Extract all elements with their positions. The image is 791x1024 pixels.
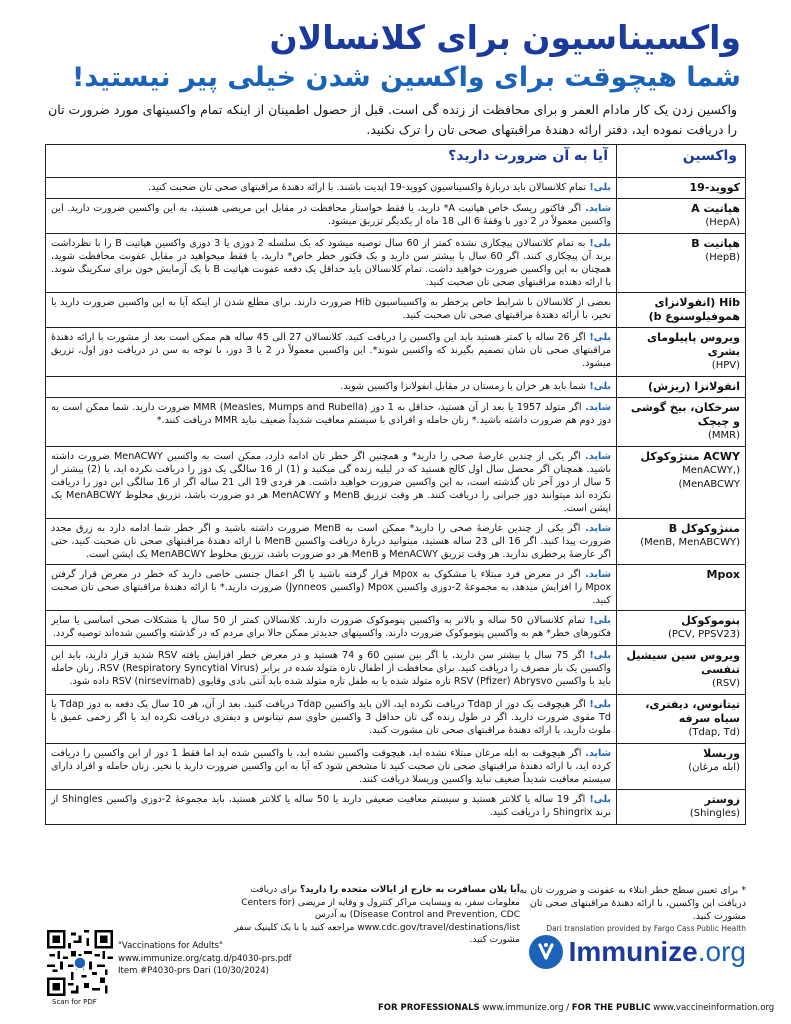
recommendation-text: اگر یکی از چندین عارضهٔ صحی را دارید* ممکن است به MenB ضرورت داشته باشید و اگر خطر شما ادامه دارد به زرق مجدد ضرورت پیدا کنید. اگر 16 الی 23 ساله هستید، میتوانید دربارهٔ دریافت واکسین MenB با ارائه دهندهٔ مراقبتهای صحی تان صحبت کنید، حتی اگر عارضهٔ پرخطری ندارید. هر وقت تزریق MenACWY و MenB هر دو ضرورت باشد، تزریق مخلوط MenABCWY یک اپشن است. <box>51 523 612 560</box>
vaccine-abbrev: (MenACWY, MenABCWY) <box>678 465 740 490</box>
logo-name: Immunize <box>568 936 698 967</box>
vaccine-name: هپاتیت A <box>691 202 740 215</box>
recommendation-text: اگر فاکتور ریسک خاص هپاتیت A* دارید، یا فقط خواستار محافظت در مقابل این مریضی هستید، به این واکسین ضرورت دارید. این واکسین معمولاً در 2 دوز با وقفهٔ 6 الی 18 ماه از یکدیگر تزریق میشود. <box>51 203 611 227</box>
recommendation-text: اگر هیچوقت یک دوز از Tdap دریافت نکرده اید، الان باید واکسین Tdap دریافت کنید. بعد از آن، هر 10 سال یک دفعه به دوز Tdap یا Td مقوی ضرورت دارید. اگر در طول زنده گی تان حداقل 3 واکسین حاوی سم تیتانوس و دیفتری دریافت نکرده اید یا اگر زخمی عمیق یا ملوث دارید، با ارائه دهندهٔ مراقبتهای صحی تان مشورت کنید. <box>51 699 611 736</box>
page-title: واکسیناسیون برای کلانسالان <box>269 18 741 57</box>
recommendation-text: اگر یکی از چندین عارضهٔ صحی را دارید* و همچنین اگر خطر تان ادامه دارد، ممکن است به واکسین MenACWY ضرورت داشته باشید. همچنان اگر محصل سال اول کالج هستید که در لیلیه زنده گی میکنید و (1) از 16 سالگی یک دوز را دریافت نکرده اید، یا (2) بیشتر از 5 سال از دوز آخر تان گذشته است، به این واکسین ضرورت خواهید داشت. هر فردی 19 الی 21 ساله اگر از 16 سالگی این دوز را دریافت نکرده اند میتوانند دوز جبرانی را دریافت کنند. هر وقت تزریق MenB و MenACWY هر دو ضرورت باشد، تزریق مخلوط MenABCWY یک اپشن است. <box>51 451 612 514</box>
recommendation-lead: شاید. <box>585 569 612 580</box>
recommendation-lead: شاید. <box>585 402 612 413</box>
vaccine-name-cell <box>617 744 746 790</box>
vaccine-name-cell <box>617 519 746 565</box>
link-separator: / <box>566 1003 572 1013</box>
logo-tld: .org <box>697 936 746 967</box>
vaccine-name: Mpox <box>706 568 740 581</box>
table-row <box>46 519 746 565</box>
col-header-need: آیا به آن ضرورت دارید؟ <box>46 145 617 178</box>
vaccine-name-cell <box>617 611 746 646</box>
recommendation-lead: بلی! <box>589 182 611 193</box>
vaccine-abbrev: (MMR) <box>707 430 740 441</box>
vaccine-name: ویروس پاپیلومای بشری <box>647 331 740 358</box>
table-row <box>46 199 746 234</box>
recommendation-text: اگر در معرض فرد مبتلاء یا مشکوک به Mpox قرار گرفته باشید یا اگر اعمال جنسی خاصی دارید که خطر در معرض قرار گرفتن Mpox را افزایش میدهد، به مجموعهٔ 2-دوزی واکسین Mpox (واکسین Jynneos) ضرورت دارید.* با ارائه دهندهٔ مراقبتهای صحی تان صحبت کنید. <box>51 569 612 606</box>
doc-url[interactable]: www.immunize.org/catg.d/p4030-prs.pdf <box>118 953 292 964</box>
travel-text: برای دریافت معلومات سفر، به ویبسایت مراکز کنترول و وقایه از مریضی (Centers for Disease Control and Prevention, CDC) به آدرس www.cdc.gov/travel/destinations/list مراجعه کنید یا با یک کلینیک سفر مشورت کنید. <box>234 885 520 945</box>
travel-note <box>230 884 520 947</box>
vaccine-name: ACWY منتژوکوکل <box>640 450 740 463</box>
vaccine-name: وریسلا <box>703 747 740 760</box>
vaccine-name-cell <box>617 790 746 825</box>
recommendation-text: شما باید هر خزان یا زمستان در مقابل انفولانزا واکسین شوید. <box>340 381 587 392</box>
immunize-logo <box>529 935 746 969</box>
col-header-vaccine: واکسین <box>617 145 746 178</box>
recommendation-cell <box>46 611 617 646</box>
vaccine-abbrev: (HepA) <box>705 217 740 228</box>
scan-label: Scan for PDF <box>52 998 97 1006</box>
recommendation-cell <box>46 519 617 565</box>
travel-question: آیا پلان مسافرت به خارج از ایالات متحده را دارید؟ <box>299 885 520 895</box>
table-row <box>46 234 746 293</box>
recommendation-text: اگر هیچوقت به ابله مرغان مبتلاء نشده اید، هیچوقت واکسین نشده اید، یا واکسین شده اید اما فقط 1 دوز از این واکسین را دریافت کرده اید، با ارائه دهندهٔ مراقبتهای صحی تان صحبت کنید تا مشخص شود که آیا به این واکسین ضرورت دارید یا نخیر. زنان حامله و افراد دارای سیستم معافیت شدیداً ضعیف نباید واکسین وریسلا دریافت کنند. <box>51 748 611 785</box>
recommendation-cell <box>46 293 617 328</box>
doc-item: Item #P4030-prs Dari (10/30/2024) <box>118 966 269 976</box>
recommendation-text: تمام کلانسالان 50 ساله و بالاتر به واکسین پنوموکوک ضرورت دارند. کلانسالان کمتر از 50 سال با مشکلات صحی اساسی یا سایر فکتورهای خطر* هم به واکسین پنوموکوک ضرورت دارند. واکسینهای جدیدتر ممکن حالا برای مردم که در گذشته واکسین شده‌اند توصیه گردد. <box>51 615 611 639</box>
recommendation-lead: شاید. <box>585 523 612 534</box>
table-row <box>46 646 746 695</box>
vaccine-name: انفولانزا (ریزش) <box>647 380 740 393</box>
for-pros-link[interactable]: www.immunize.org <box>482 1003 564 1013</box>
table-row <box>46 293 746 328</box>
table-row <box>46 377 746 398</box>
recommendation-text: اگر 26 ساله یا کمتر هستید باید این واکسین را دریافت کنید. کلانسالان 27 الی 45 ساله هم ممکن است بعد از مشورت با ارائه دهندهٔ مراقبتهای صحی تان شان تصمیم بگیرند که واکسین شوند*. این واکسین معمولاً در 2 یا 3 دوز، با توجه به سن در دریافت دوز اول، تزریق میشود. <box>51 332 611 369</box>
vaccine-abbrev: (PCV, PPSV23) <box>668 629 740 640</box>
table-row <box>46 695 746 744</box>
vaccine-name-cell <box>617 328 746 377</box>
qr-code-icon[interactable] <box>47 930 113 996</box>
table-row <box>46 178 746 199</box>
for-public-label: FOR THE PUBLIC <box>571 1003 651 1013</box>
vaccine-name: سرخکان، بیخ گوشی و چیچک <box>630 401 740 428</box>
recommendation-text: اگر 19 ساله یا کلانتر هستید و سیستم معافیت ضعیفی دارید یا 50 ساله یا کلانتر هستید، باید مجموعهٔ 2-دوزی واکسین Shingles از برند Shingrix را دریافت کنید. <box>51 794 611 818</box>
recommendation-lead: شاید. <box>585 451 611 462</box>
recommendation-lead: شاید. <box>585 203 612 214</box>
intro-paragraph: واکسین زدن یک کار مادام العمر و برای محافظت از زنده گی است. قبل از حصول اطمینان از اینکه تمام واکسینهای مورد ضرورت تان را دریافت نموده اید، دفتر ارائه دهندهٔ مراقبتهای صحی تان را ترک نکنید. <box>48 102 737 137</box>
recommendation-cell <box>46 565 617 611</box>
recommendation-lead: بلی! <box>589 332 611 343</box>
recommendation-text: تمام کلانسالان باید دربارهٔ واکسیناسیون کووید-19 اپدیت باشند. با ارائه دهندهٔ مراقبتهای صحی تان صحبت کنید. <box>148 182 587 193</box>
vaccine-name-cell <box>617 398 746 447</box>
for-public-link[interactable]: www.vaccineinformation.org <box>653 1003 775 1013</box>
vaccine-name: ویروس سین سیشیل تنفسی <box>626 649 740 676</box>
table-row <box>46 328 746 377</box>
document-info <box>118 940 292 978</box>
recommendation-cell <box>46 744 617 790</box>
recommendation-text: اگر متولد 1957 یا بعد از آن هستید، حداقل به 1 دوز MMR (Measles, Mumps and Rubella) ضرورت دارید. شما ممکن است به دوز دوم هم ضرورت داشته باشید.* زنان حامله و افرادی با سیستم معافیت شدیداً ضعیف نباید MMR دریافت کنند.* <box>51 402 611 426</box>
recommendation-cell <box>46 377 617 398</box>
recommendation-lead: شاید. <box>585 748 612 759</box>
vaccine-name: زوستر <box>704 793 740 806</box>
table-row <box>46 565 746 611</box>
vaccine-abbrev: (Shingles) <box>689 808 740 819</box>
doc-title: "Vaccinations for Adults" <box>118 941 223 951</box>
for-pros-label: FOR PROFESSIONALS <box>378 1003 480 1013</box>
footnote: * برای تعیین سطح خطر ابتلاء به عفونت و ضرورت تان به دریافت این واکسین، با ارائه دهندهٔ مراقبتهای صحی تان مشورت کنید. <box>519 885 746 922</box>
vaccine-abbrev: (HPV) <box>711 360 740 371</box>
bottom-links <box>378 1003 774 1013</box>
vaccine-name: پنوموکوکل <box>681 614 740 627</box>
vaccine-abbrev: (HepB) <box>705 252 740 263</box>
table-header-row <box>46 145 746 178</box>
table-row <box>46 398 746 447</box>
recommendation-cell <box>46 234 617 293</box>
recommendation-cell <box>46 790 617 825</box>
vaccine-name-cell <box>617 178 746 199</box>
recommendation-lead: بلی! <box>589 615 612 626</box>
recommendation-cell <box>46 178 617 199</box>
recommendation-text: اگر 75 سال یا بیشتر سن دارید، یا اگر بین سنین 60 و 74 هستید و در معرض خطر افزایش یافته RSV شدید قرار دارید، باید این واکسین یک بار مصرف را دریافت کنید. برای محافظت از اطفال تازه متولد شده در برابر RSV (Respiratory Syncytial Virus)، زنان حامله باید با واکسین RSV (Pfizer) Abrysvo تازه متولد شده یا به طفل تازه متولد شده باید آنتی بادی وقایوی RSV (nirsevimab) داده شود. <box>51 650 612 687</box>
recommendation-cell <box>46 695 617 744</box>
vaccine-name: مننژوکوکل B <box>668 522 740 535</box>
vaccine-name: Hib (انفولانزای هموفیلوسنوع b) <box>648 296 740 323</box>
recommendation-text: به تمام کلانسالان پیچکاری نشده کمتر از 60 سال توصیه میشود که یک سلسله 2 دوزی یا 3 دوزی واکسین هپاتیت B را با نظرداشت برند آن پیچکاری کنند. اگر 60 سال یا بیشتر سن دارید و یک فکتور خطر خاص* دارید، یا فقط میخواهید در مقابل عفونت محافظت شوید، همچنان به این واکسین ضرورت خواهید داشت. تمام کلانسالان باید حداقل یک دفعه عفونت هپاتیت B با یک آزمایش خون برای سکرینگ شوند. با ارائه دهنده مراقبتهای صحی تان صحبت کنید. <box>51 238 612 288</box>
vaccine-name-cell <box>617 695 746 744</box>
table-row <box>46 611 746 646</box>
vaccine-name: کووید-19 <box>689 181 740 194</box>
vaccine-abbrev: (Tdap, Td) <box>688 727 740 738</box>
recommendation-cell <box>46 328 617 377</box>
logo-wordmark <box>569 936 746 968</box>
vaccine-name-cell <box>617 234 746 293</box>
recommendation-lead: بلی! <box>589 238 611 249</box>
vaccine-abbrev: (RSV) <box>712 678 740 689</box>
recommendation-lead: بلی! <box>589 699 612 710</box>
syringe-icon <box>529 935 563 969</box>
translation-credit: Dari translation provided by Fargo Cass Public Health <box>546 924 746 933</box>
vaccine-name-cell <box>617 646 746 695</box>
vaccine-abbrev: (MenB, MenABCWY) <box>640 537 740 548</box>
vaccine-name: تیتانوس، دیفتری، سیاه سرفه <box>645 698 740 725</box>
recommendation-lead: بلی! <box>589 794 612 805</box>
vaccine-abbrev: (ابله مرغان) <box>688 762 740 773</box>
recommendation-cell <box>46 646 617 695</box>
vaccine-name-cell <box>617 447 746 519</box>
recommendation-cell <box>46 199 617 234</box>
recommendation-lead: بلی! <box>589 381 611 392</box>
table-row <box>46 790 746 825</box>
recommendation-cell <box>46 447 617 519</box>
table-row <box>46 447 746 519</box>
recommendation-text: بعضی از کلانسالان با شرایط خاص پرخطر به واکسیناسیون Hib ضرورت دارند. برای مطلع شدن از اینکه آیا به این واکسین ضرورت دارید یا نخیر، با ارائه دهندهٔ مراقبتهای صحی تان صحبت کنید. <box>51 297 611 321</box>
vaccine-name-cell <box>617 293 746 328</box>
page-subtitle: شما هیچوقت برای واکسین شدن خیلی پیر نیستید! <box>71 62 741 93</box>
recommendation-cell <box>46 398 617 447</box>
recommendation-lead: بلی! <box>589 650 612 661</box>
vaccine-table <box>45 144 746 825</box>
vaccine-name-cell <box>617 565 746 611</box>
table-row <box>46 744 746 790</box>
table-body <box>46 178 746 825</box>
vaccine-name: هپاتیت B <box>691 237 740 250</box>
vaccine-name-cell <box>617 377 746 398</box>
vaccine-name-cell <box>617 199 746 234</box>
